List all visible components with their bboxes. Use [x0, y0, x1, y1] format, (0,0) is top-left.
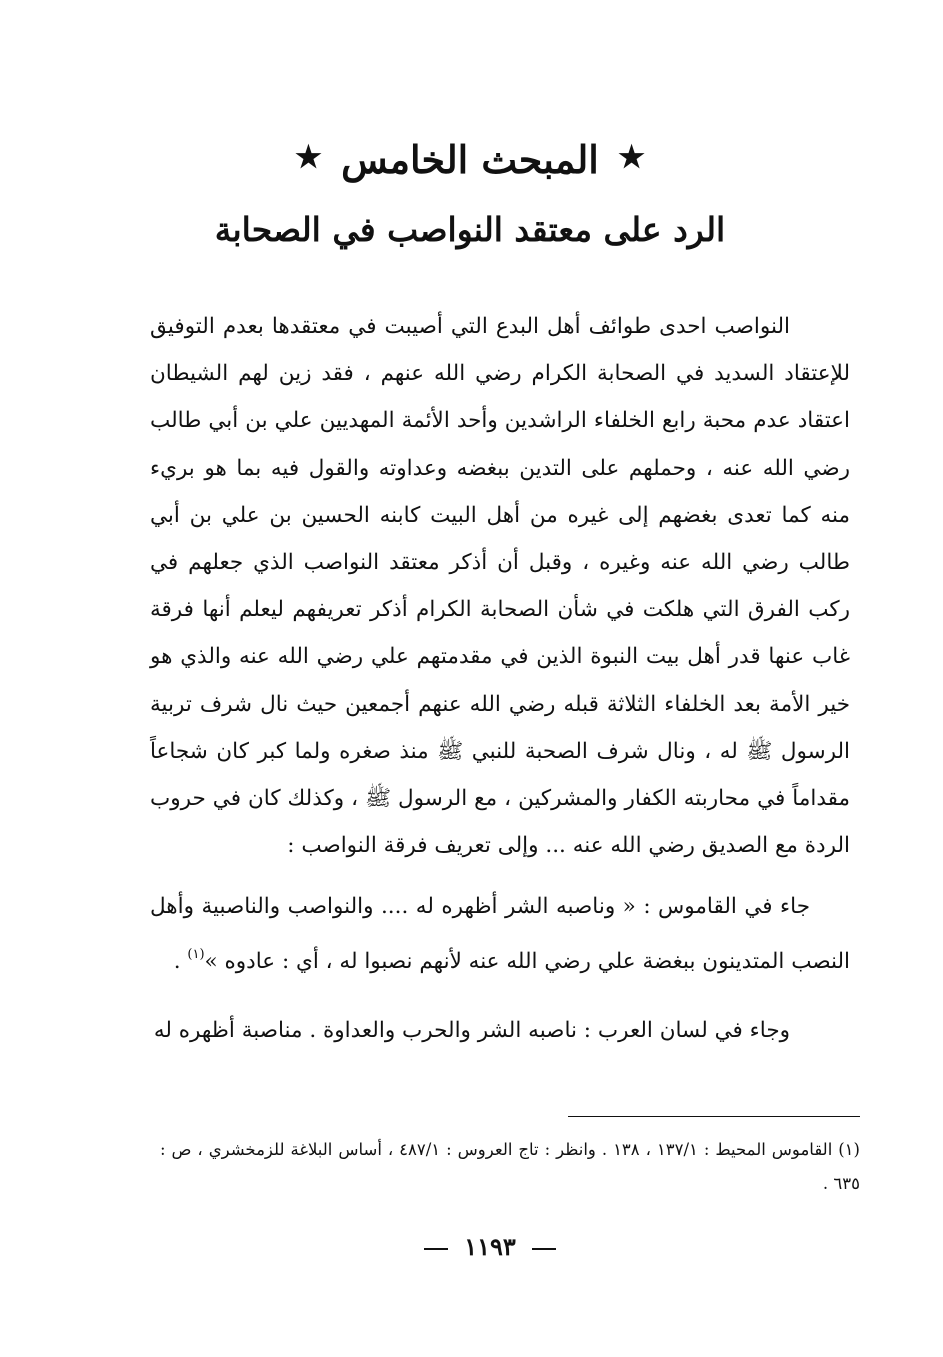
- footnote-reference: (١): [187, 946, 205, 962]
- dash-left: [532, 1248, 556, 1250]
- quote-text: جاء في القاموس : « وناصبه الشر أظهره له .... والنواصب والناصبية وأهل النصب المتدينون ببغضة علي رضي الله عنه لأنهم نصبوا له ، أي : عادوه »: [150, 894, 850, 974]
- page-number: [300, 1232, 680, 1261]
- body-text: [150, 303, 850, 1054]
- paragraph: وجاء في لسان العرب : ناصبه الشر والحرب والعداوة . مناصبة أظهره له: [153, 1017, 790, 1043]
- dash-right: [424, 1248, 448, 1250]
- paragraph: النواصب احدى طوائف أهل البدع التي أصيبت في معتقدها بعدم التوفيق للإعتقاد السديد في الصحابة الكرام رضي الله عنهم ، فقد زين لهم الشيطان اعتقاد عدم محبة رابع الخلفاء الراشدين وأحد الأئمة المهديين علي بن أبي طالب رضي الله عنه ، وحملهم على التدين ببغضه وعداوته والقول فيه بما هو بريء منه كما تعدى بغضهم إلى غيره من أهل البيت كابنه الحسين بن علي بن أبي طالب رضي الله عنه وغيره ، وقبل أن أذكر معتقد النواصب الذي جعلهم في ركب الفرق التي هلكت في شأن الصحابة الكرام أذكر تعريفهم ليعلم أنها فرقة غاب عنها قدر أهل بيت النبوة الذين في مقدمتهم علي رضي الله عنه والذي هو خير الأمة بعد الخلفاء الثلاثة قبله رضي الله عنهم أجمعين حيث نال شرف تربية الرسول ﷺ له ، ونال شرف الصحبة للنبي ﷺ منذ صغره ولما كبر كان شجاعاً مقداماً في محاربته الكفار والمشركين ، مع الرسول ﷺ ، وكذلك كان في حروب الردة مع الصديق رضي الله عنه ... وإلى تعريف فرقة النواصب :: [150, 314, 850, 859]
- star-icon: ★: [295, 140, 322, 175]
- footnote-divider: [568, 1116, 860, 1117]
- paragraph-quote: جاء في القاموس : « وناصبه الشر أظهره له .... والنواصب والناصبية وأهل النصب المتدينون ببغضة علي رضي الله عنه لأنهم نصبوا له ، أي : عادوه »$^{(١)}$ .: [150, 894, 850, 974]
- footnote: (١) القاموس المحيط : ١٣٧/١ ، ١٣٨ . وانظر : تاج العروس : ٤٨٧/١ ، أساس البلاغة للزمخشري ، ص : ٦٣٥ .: [160, 1140, 860, 1193]
- page-number-text: ١١٩٣: [464, 1232, 516, 1261]
- chapter-title-text: المبحث الخامس: [341, 137, 599, 182]
- chapter-title: [140, 128, 800, 190]
- section-subtitle: الرد على معتقد النواصب في الصحابة: [214, 210, 726, 249]
- heading-block: [140, 128, 800, 256]
- star-icon: ★: [618, 140, 645, 175]
